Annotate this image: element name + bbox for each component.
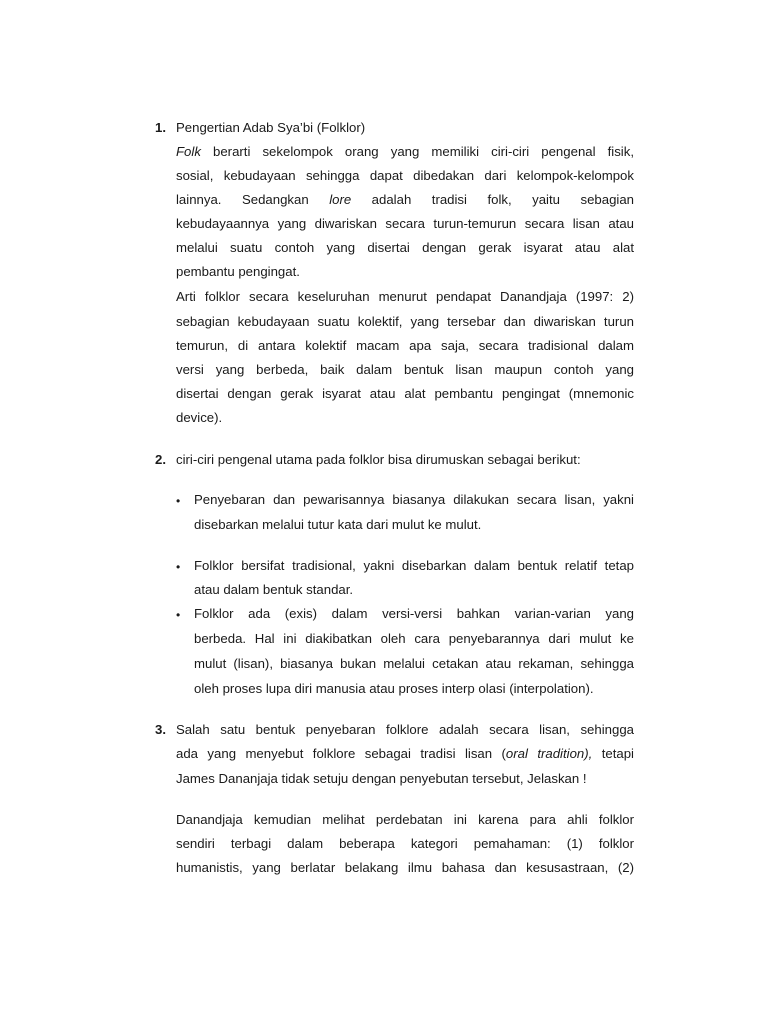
bullet-icon: • [176, 494, 181, 508]
paragraph-line: pembantu pengingat. [176, 264, 300, 279]
bullet-line: mulut (lisan), biasanya bukan melalui cetakan atau rekaman, sehingga [194, 656, 634, 671]
item-number: 3. [155, 722, 166, 737]
italic-term: Folk [176, 144, 201, 159]
paragraph-line: melalui suatu contoh yang disertai dengan gerak isyarat atau alat [176, 240, 634, 255]
text-run: ada yang menyebut folklore sebagai tradisi lisan ( [176, 746, 506, 761]
question-line: Salah satu bentuk penyebaran folklore adalah secara lisan, sehingga [176, 722, 634, 737]
text-run: lainnya. Sedangkan [176, 192, 330, 207]
bullet-line: Folklor bersifat tradisional, yakni disebarkan dalam bentuk relatif tetap [194, 558, 634, 573]
answer-line: sendiri terbagi dalam beberapa kategori pemahaman: (1) folklor [176, 836, 634, 851]
item-heading: Pengertian Adab Sya’bi (Folklor) [176, 120, 366, 135]
bullet-line: Folklor ada (exis) dalam versi-versi bahkan varian-varian yang [194, 606, 634, 621]
item-number: 1. [155, 120, 166, 135]
bullet-line: oleh proses lupa diri manusia atau proses interp olasi (interpolation). [194, 681, 594, 696]
question-line [176, 746, 634, 762]
paragraph-line: temurun, di antara kolektif macam apa saja, secara tradisional dalam [176, 338, 634, 353]
bullet-line: atau dalam bentuk standar. [194, 582, 354, 597]
text-run: berarti sekelompok orang yang memiliki ciri-ciri pengenal fisik, [200, 144, 634, 159]
bullet-icon: • [176, 560, 181, 574]
bullet-line: disebarkan melalui tutur kata dari mulut ke mulut. [194, 517, 482, 532]
paragraph-line [176, 192, 634, 208]
paragraph-line: Arti folklor secara keseluruhan menurut pendapat Danandjaja (1997: 2) [176, 289, 634, 304]
answer-line: humanistis, yang berlatar belakang ilmu bahasa dan kesusastraan, (2) [176, 860, 634, 875]
paragraph-line: sosial, kebudayaan sehingga dapat dibedakan dari kelompok-kelompok [176, 168, 634, 183]
paragraph-line [176, 144, 634, 160]
paragraph-line: device). [176, 410, 223, 425]
italic-term: lore [329, 192, 352, 207]
bullet-line: berbeda. Hal ini diakibatkan oleh cara penyebarannya dari mulut ke [194, 631, 634, 646]
bullet-line: Penyebaran dan pewarisannya biasanya dilakukan secara lisan, yakni [194, 492, 634, 507]
paragraph-line: sebagian kebudayaan suatu kolektif, yang tersebar dan diwariskan turun [176, 314, 634, 329]
italic-term: oral tradition), [505, 746, 593, 761]
text-run: tetapi [592, 746, 634, 761]
item-heading: ciri-ciri pengenal utama pada folklor bisa dirumuskan sebagai berikut: [176, 452, 581, 467]
paragraph-line: kebudayaannya yang diwariskan secara turun-temurun secara lisan atau [176, 216, 634, 231]
bullet-icon: • [176, 608, 181, 622]
answer-line: Danandjaja kemudian melihat perdebatan ini karena para ahli folklor [176, 812, 634, 827]
paragraph-line: disertai dengan gerak isyarat atau alat pembantu pengingat (mnemonic [176, 386, 634, 401]
question-line: James Dananjaja tidak setuju dengan penyebutan tersebut, Jelaskan ! [176, 771, 587, 786]
item-number: 2. [155, 452, 166, 467]
text-run: adalah tradisi folk, yaitu sebagian [351, 192, 635, 207]
paragraph-line: versi yang berbeda, baik dalam bentuk lisan maupun contoh yang [176, 362, 634, 377]
